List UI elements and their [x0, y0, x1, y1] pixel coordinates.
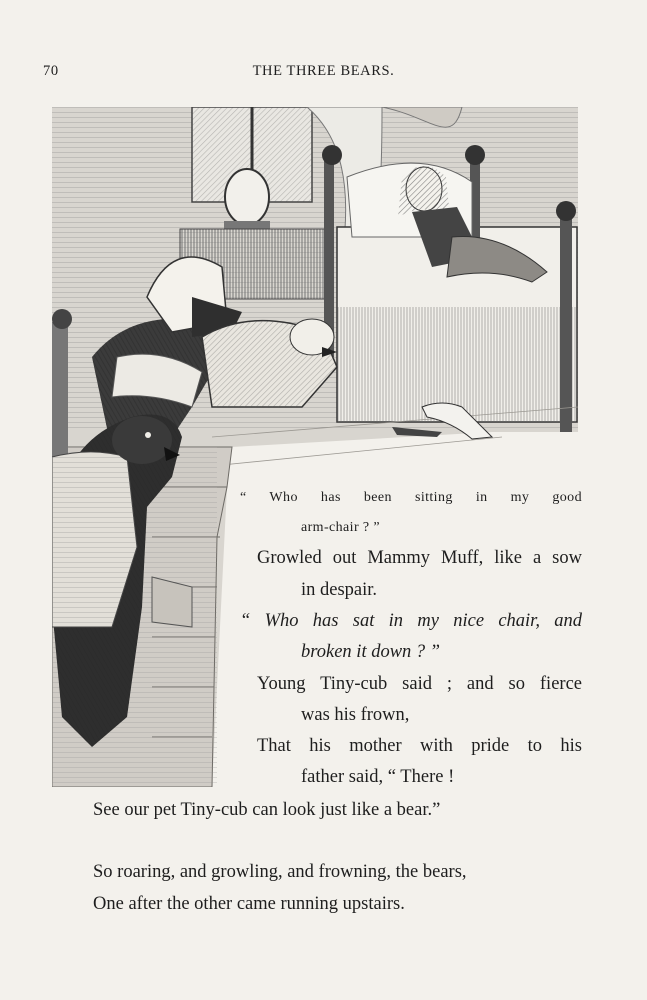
verse-line-8: was his frown, — [301, 705, 410, 725]
verse-line-3: Growled out Mammy Muff, like a sow — [257, 548, 582, 568]
verse-line-5: “ Who has sat in my nice chair, and — [240, 611, 582, 631]
verse-line-4: in despair. — [301, 580, 378, 600]
verse-line-7: Young Tiny-cub said ; and so fierce — [257, 674, 582, 694]
verse-line-12: So roaring, and growling, and frowning, the bears, — [93, 862, 467, 882]
verse-line-11: See our pet Tiny-cub can look just like a bear.” — [93, 800, 441, 820]
verse-line-2: arm-chair ? ” — [301, 520, 381, 535]
verse-line-9: That his mother with pride to his — [257, 736, 582, 756]
running-head — [0, 63, 647, 83]
verse-line-10: father said, “ There ! — [301, 767, 455, 787]
page-number: 70 — [43, 63, 59, 79]
verse-line-13: One after the other came running upstairs. — [93, 894, 405, 914]
verse-line-6: broken it down ? ” — [301, 642, 441, 662]
running-title: THE THREE BEARS. — [252, 63, 395, 79]
verse-line-1: “ Who has been sitting in my good — [240, 490, 582, 505]
